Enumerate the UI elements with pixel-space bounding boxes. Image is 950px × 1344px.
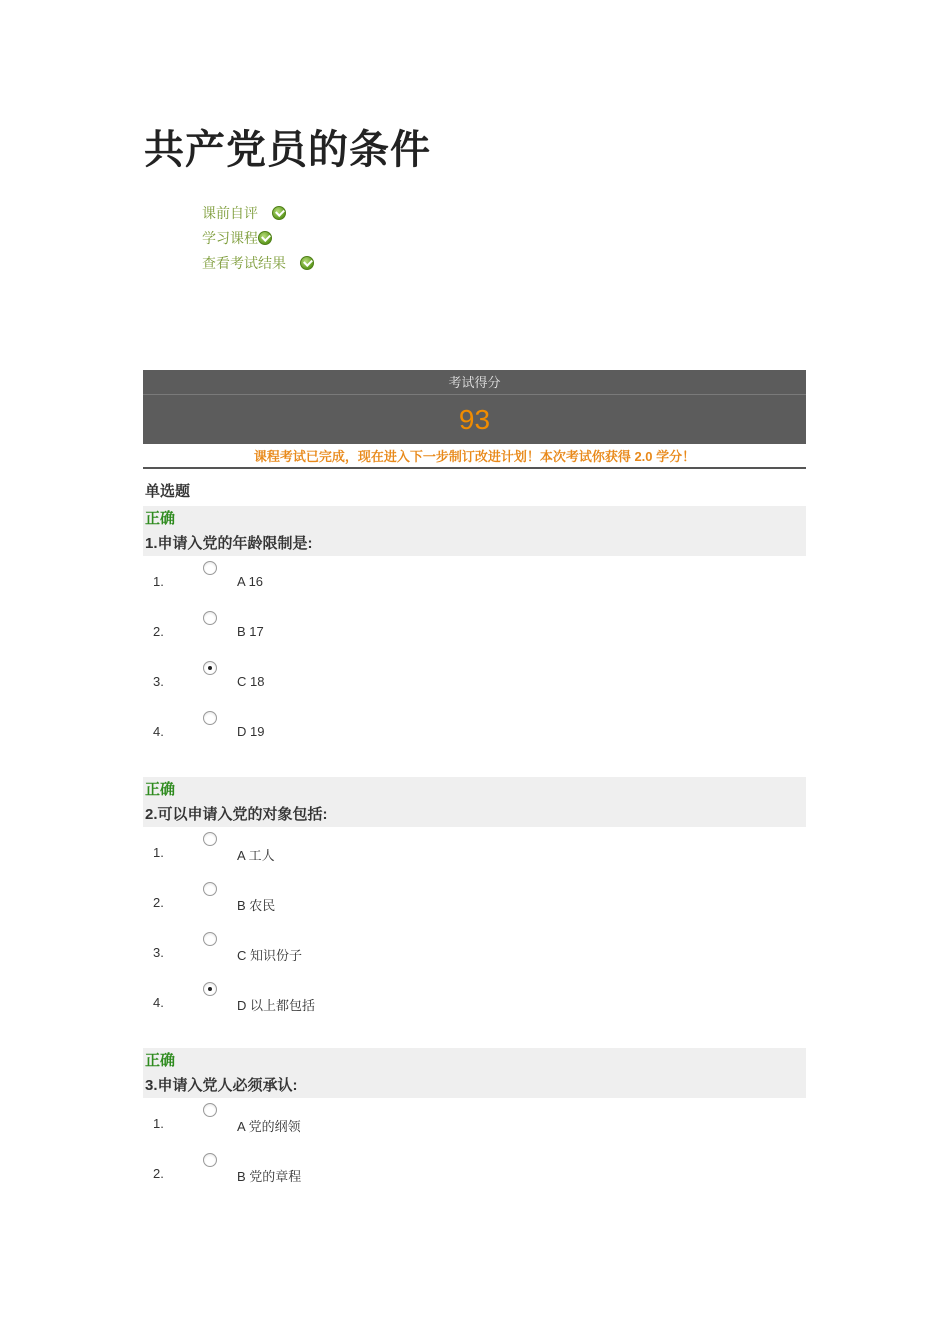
question-3 xyxy=(143,1048,806,1198)
question-header xyxy=(143,1048,806,1098)
radio-icon[interactable] xyxy=(203,561,217,575)
option-number: 1. xyxy=(153,1116,164,1131)
option-number: 4. xyxy=(153,724,164,739)
radio-icon[interactable] xyxy=(203,661,217,675)
option-number: 3. xyxy=(153,945,164,960)
check-circle-icon xyxy=(272,206,286,220)
radio-icon[interactable] xyxy=(203,932,217,946)
option-label: A 16 xyxy=(237,574,264,589)
question-2 xyxy=(143,777,806,1027)
option-item xyxy=(143,606,806,656)
section-title: 单选题 xyxy=(145,483,191,500)
step-study-course[interactable] xyxy=(202,225,314,250)
option-item xyxy=(143,977,806,1027)
page-title: 共产党员的条件 xyxy=(144,126,431,173)
option-label: B 党的章程 xyxy=(237,1169,302,1184)
completion-notice: 课程考试已完成，现在进入下一步制订改进计划！本次考试你获得 2.0 学分！ xyxy=(143,444,806,469)
step-label: 查看考试结果 xyxy=(202,255,286,272)
option-label: A 工人 xyxy=(237,848,275,863)
question-text: 1.申请入党的年龄限制是: xyxy=(145,535,313,552)
option-item xyxy=(143,827,806,877)
step-label: 课前自评 xyxy=(202,205,258,222)
option-number: 3. xyxy=(153,674,164,689)
option-label: C 18 xyxy=(237,674,265,689)
option-item xyxy=(143,1148,806,1198)
option-item xyxy=(143,927,806,977)
check-circle-icon xyxy=(300,256,314,270)
radio-icon[interactable] xyxy=(203,832,217,846)
answer-status: 正确 xyxy=(145,1052,176,1069)
question-header xyxy=(143,777,806,827)
option-number: 4. xyxy=(153,995,164,1010)
option-item xyxy=(143,877,806,927)
question-text: 3.申请入党人必须承认: xyxy=(145,1077,298,1094)
option-number: 2. xyxy=(153,1166,164,1181)
step-view-exam-result[interactable] xyxy=(202,250,314,275)
radio-icon[interactable] xyxy=(203,1153,217,1167)
option-number: 1. xyxy=(153,845,164,860)
question-1 xyxy=(143,506,806,756)
radio-icon[interactable] xyxy=(203,711,217,725)
option-label: D 以上都包括 xyxy=(237,998,316,1013)
score-value: 93 xyxy=(143,395,806,444)
radio-icon[interactable] xyxy=(203,1103,217,1117)
option-item xyxy=(143,656,806,706)
exam-score-panel xyxy=(143,370,806,469)
option-label: B 农民 xyxy=(237,898,276,913)
radio-icon[interactable] xyxy=(203,611,217,625)
course-steps xyxy=(202,200,314,275)
option-number: 2. xyxy=(153,895,164,910)
step-label: 学习课程 xyxy=(202,230,258,247)
step-self-assessment[interactable] xyxy=(202,200,314,225)
radio-icon[interactable] xyxy=(203,882,217,896)
option-label: B 17 xyxy=(237,624,264,639)
question-header xyxy=(143,506,806,556)
option-item xyxy=(143,1098,806,1148)
option-label: A 党的纲领 xyxy=(237,1119,301,1134)
score-heading: 考试得分 xyxy=(143,370,806,395)
check-circle-icon xyxy=(258,231,272,245)
answer-status: 正确 xyxy=(145,781,176,798)
option-label: C 知识份子 xyxy=(237,948,303,963)
option-label: D 19 xyxy=(237,724,265,739)
option-number: 2. xyxy=(153,624,164,639)
option-number: 1. xyxy=(153,574,164,589)
option-item xyxy=(143,706,806,756)
radio-icon[interactable] xyxy=(203,982,217,996)
answer-status: 正确 xyxy=(145,510,176,527)
question-text: 2.可以申请入党的对象包括: xyxy=(145,806,328,823)
option-item xyxy=(143,556,806,606)
